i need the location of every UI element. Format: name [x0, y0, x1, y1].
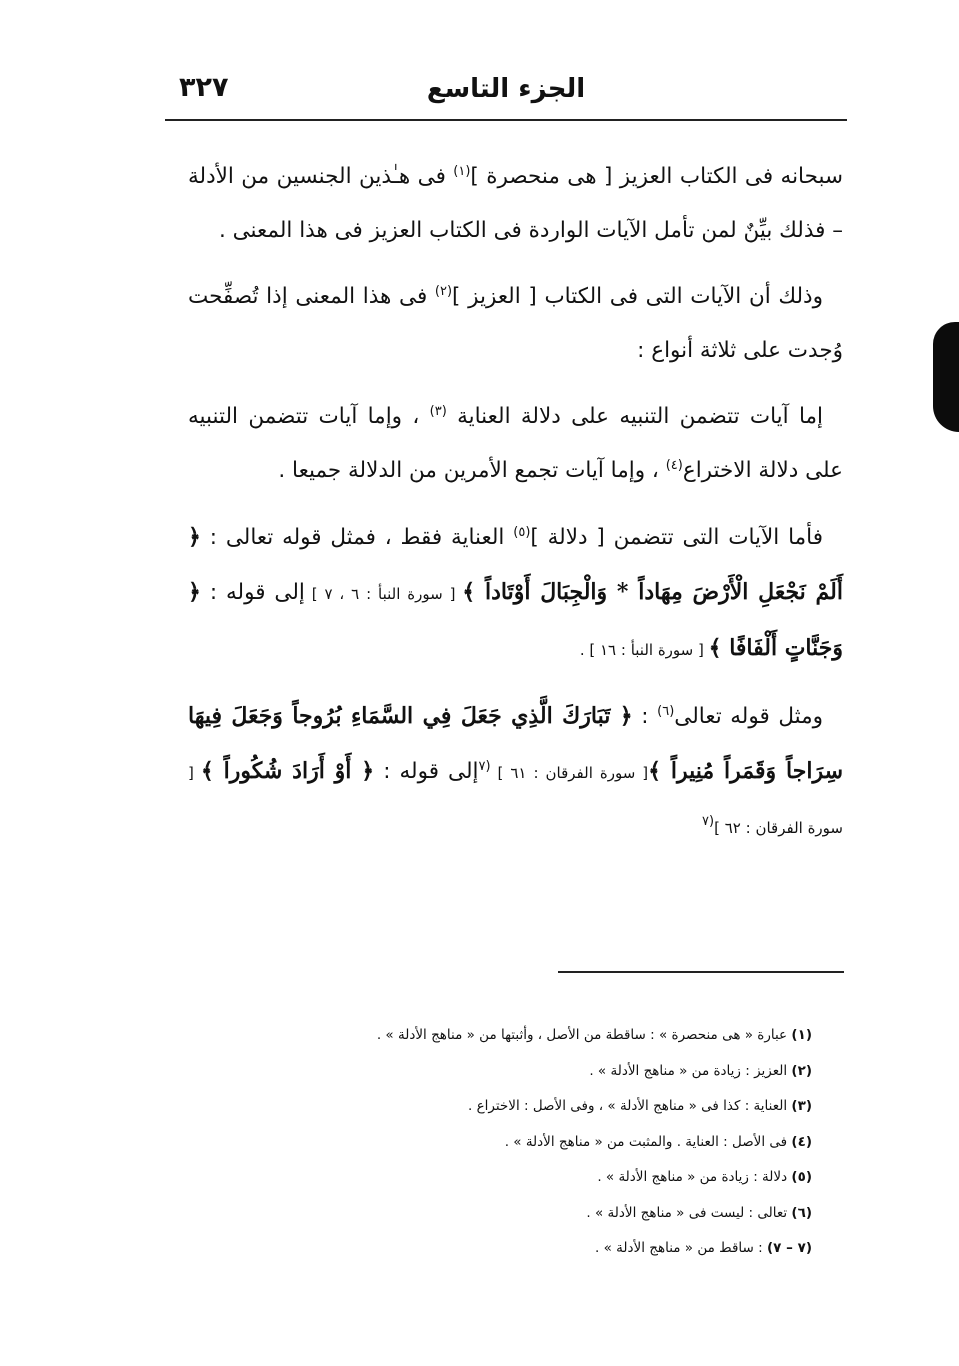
paragraph-2: [188, 270, 843, 378]
text-run: ، وإما آيات تتضمن التنبيه على دلالة الاختراع: [188, 404, 843, 483]
text-run: إما آيات تتضمن التنبيه على دلالة العناية: [446, 404, 823, 429]
footnote-number: (١): [791, 1027, 812, 1043]
text-run: إلى قوله :: [374, 759, 479, 784]
text-run: فى هـٰذين الجنسين من الأدلة – فذلك بيِّنٌ لمن تأمل الآيات الواردة فى الكتاب العزيز فى هذا المعنى .: [188, 164, 843, 243]
footnote-marker[interactable]: (٤): [665, 457, 683, 473]
footnote-marker[interactable]: (٣): [429, 403, 447, 419]
text-run: العناية فقط ، فمثل قوله تعالى :: [200, 525, 514, 550]
footnote-1: [230, 1018, 812, 1054]
footnote-marker[interactable]: (٧: [478, 758, 491, 774]
text-run: فى هذا المعنى إذا تُصفِّحت وُجدت على ثلاثة أنواع :: [188, 284, 843, 363]
footnote-number: (٥): [791, 1169, 812, 1185]
text-run: سبحانه فى الكتاب العزيز [ هى منحصرة ]: [470, 164, 843, 189]
main-text: [188, 150, 843, 867]
surah-reference: [ سورة الفرقان : ٦١ ]: [490, 764, 649, 782]
quran-verse: ﴿ أَوْ أَرَادَ شُكُوراً ﴾: [200, 758, 375, 784]
text-run: إلى قوله :: [200, 580, 305, 605]
text-run: :: [632, 704, 658, 729]
footnote-5: [230, 1160, 812, 1196]
footnote-text: العناية : كذا فى « مناهج الأدلة » ، وفى الأصل : الاختراع .: [467, 1098, 792, 1114]
footnote-number: (٦): [791, 1204, 812, 1221]
paragraph-1: [188, 150, 843, 258]
page-number: ٣٢٧: [179, 72, 229, 103]
surah-reference: [ سورة النبأ : ١٦ ] .: [579, 641, 709, 659]
text-run: ومثل قوله تعالى: [674, 704, 824, 729]
text-run: ، وإما آيات تجمع الأمرين من الدلالة جميعا .: [278, 458, 666, 483]
surah-reference: [ سورة الفرقان : ٦٢ ]: [188, 764, 843, 837]
footnote-4: [230, 1125, 812, 1161]
footnote-marker[interactable]: (١): [453, 163, 471, 179]
quran-verse: ﴿ تَبَارَكَ الَّذِي جَعَلَ فِي السَّمَاءِ بُرُوجاً وَجَعَلَ فِيهَا سِرَاجاً وَقَمَراً مُنِيراً ﴾: [188, 703, 844, 784]
footnote-marker[interactable]: (٦): [657, 703, 675, 719]
paragraph-3: [188, 390, 843, 498]
footnotes: [230, 1018, 812, 1267]
footnote-7: [230, 1231, 812, 1267]
footnote-number: (٤): [791, 1133, 812, 1150]
footnote-3: [230, 1089, 812, 1125]
footnote-number: (٣): [791, 1098, 812, 1114]
surah-reference: [ سورة النبأ : ٦ ، ٧ ]: [304, 585, 463, 603]
footnote-number: (٢): [791, 1062, 812, 1079]
footnote-6: [230, 1196, 812, 1232]
footnote-marker[interactable]: (٢): [434, 283, 453, 299]
quran-verse: ﴿ أَلَمْ نَجْعَلِ الْأَرْضَ مِهَاداً * وَالْجِبَالَ أَوْتَاداً ﴾: [188, 524, 843, 605]
footnote-2: [230, 1054, 812, 1090]
footnote-text: فى الأصل : العناية . والمثبت من « مناهج الأدلة » .: [504, 1133, 792, 1150]
footnote-separator: [558, 971, 844, 973]
header-title: الجزء التاسع: [426, 74, 586, 104]
text-run: وذلك أن الآيات التى فى الكتاب [ العزيز ]: [452, 284, 824, 309]
quran-verse: ﴿ وَجَنَّاتٍ أَلْفَافًا ﴾: [188, 579, 843, 661]
paragraph-4: [188, 510, 843, 677]
running-header: [165, 66, 847, 118]
header-rule: [165, 119, 847, 121]
footnote-marker[interactable]: (٥): [513, 524, 531, 540]
footnote-number: (٧ – ٧): [767, 1240, 812, 1256]
text-run: فأما الآيات التى تتضمن [ دلالة ]: [530, 525, 823, 550]
footnote-marker[interactable]: (٧: [702, 813, 715, 829]
footnote-text: : ساقط من « مناهج الأدلة » .: [595, 1240, 767, 1256]
footnote-text: عبارة « هى منحصرة » : ساقطة من الأصل ، وأثبتها من « مناهج الأدلة » .: [376, 1027, 792, 1043]
footnote-text: تعالى : ليست فى « مناهج الأدلة » .: [586, 1204, 792, 1221]
footnote-text: العزيز : زيادة من « مناهج الأدلة » .: [589, 1062, 792, 1079]
footnote-text: دلالة : زيادة من « مناهج الأدلة » .: [597, 1169, 792, 1185]
paragraph-5: [188, 689, 843, 855]
scan-edge-mark: [933, 322, 959, 432]
